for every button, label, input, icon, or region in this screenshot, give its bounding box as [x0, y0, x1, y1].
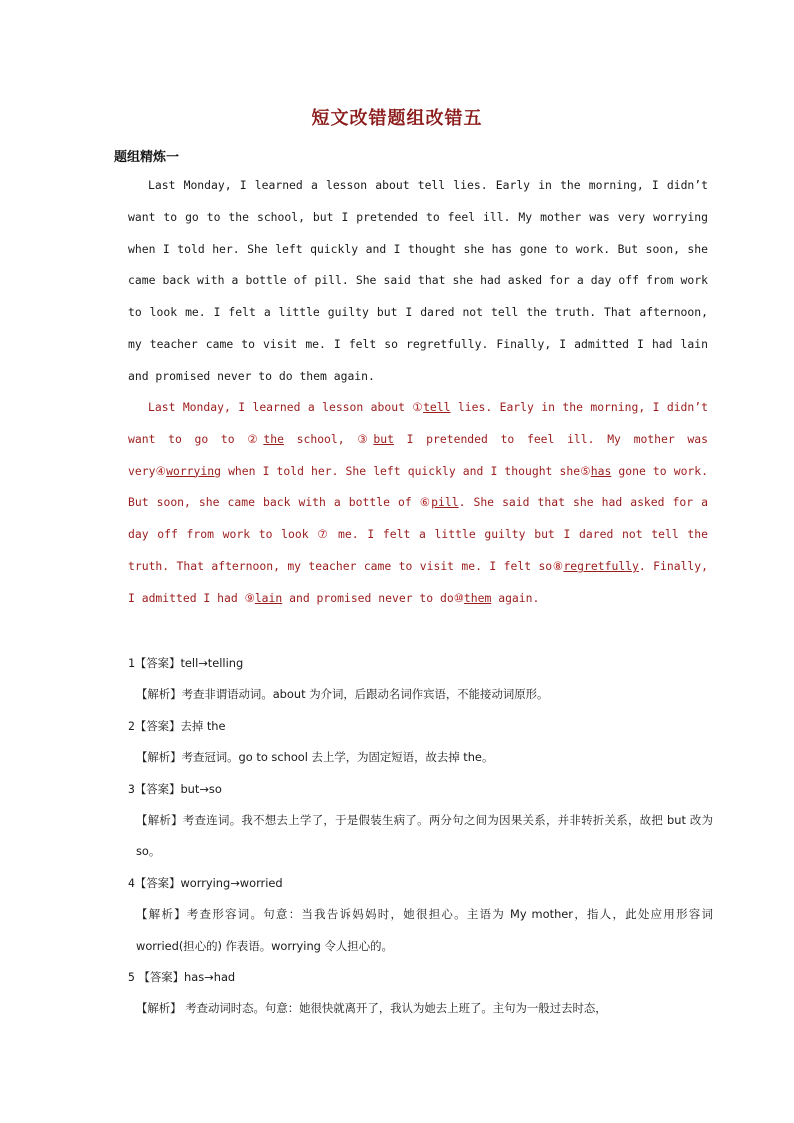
answer-tag: 【答案】	[134, 656, 181, 670]
answer-list	[128, 648, 713, 1025]
original-passage-paragraph: Last Monday, I learned a lesson about tell lies. Early in the morning, I didn’t want to go to the school, but I pretended to feel ill. My mother was very worrying when I told her. She left quickly and I thought she has gone to work. But soon, she came back with a bottle of pill. She said that she had asked for a day off from work to look me. I felt a little guilty but I dared not tell the truth. That afternoon, my teacher came to visit me. I felt so regretfully. Finally, I admitted I had lain and promised never to do them again.	[128, 178, 708, 383]
explanation-tag: 【解析】	[136, 1001, 182, 1016]
answer-tag: 【答案】	[134, 970, 185, 985]
error-marker-3: ③	[357, 431, 374, 446]
explanation-line	[128, 679, 713, 710]
passage-text: I pretended to feel ill. My mother was very	[128, 431, 708, 478]
explanation-line	[128, 899, 713, 962]
answer-tag: 【答案】	[134, 875, 181, 890]
answer-number: 1	[128, 656, 135, 670]
answer-line	[128, 868, 713, 899]
explanation-text: 考查冠词。go to school 去上学，为固定短语，故去掉 the。	[181, 750, 494, 765]
explanation-text: 考查连词。我不想去上学了，于是假装生病了。两分句之间为因果关系，并非转折关系，故把 but 改为 so。	[136, 813, 713, 859]
passage-text: . She said that she had asked for a day off from work to look	[128, 495, 708, 542]
marked-passage-paragraph	[128, 392, 708, 615]
passage-text: and promised never to do	[282, 590, 454, 605]
error-marker-5: ⑤	[580, 463, 591, 478]
explanation-line	[128, 993, 713, 1024]
error-word-4: worrying	[166, 463, 221, 478]
explanation-tag: 【解析】	[136, 813, 183, 828]
passage-text: gone to work. But soon, she came back with a bottle of	[128, 463, 708, 510]
answer-number: 2	[128, 718, 135, 733]
answer-text: worrying→worried	[180, 875, 283, 890]
explanation-text: 考查动词时态。句意：她很快就离开了，我认为她去上班了。主句为一般过去时态，	[181, 1001, 607, 1016]
passage-text: Last Monday, I learned a lesson about	[148, 400, 413, 414]
answer-number: 5	[128, 970, 135, 985]
answer-item	[128, 962, 713, 1025]
error-marker-7: ⑦	[317, 527, 330, 542]
error-word-8: regretfully	[563, 558, 639, 573]
error-word-1: tell	[423, 400, 451, 414]
answer-text: but→so	[180, 781, 222, 796]
answer-text: tell→telling	[180, 656, 244, 670]
explanation-line	[128, 742, 713, 773]
answer-tag: 【答案】	[134, 718, 181, 733]
error-marker-6: ⑥	[419, 495, 432, 510]
answer-tag: 【答案】	[134, 781, 181, 796]
error-word-6: pill	[431, 495, 459, 510]
error-marker-4: ④	[155, 463, 167, 478]
explanation-tag: 【解析】	[136, 687, 182, 702]
explanation-tag: 【解析】	[136, 750, 182, 765]
original-passage	[128, 170, 708, 393]
answer-item	[128, 774, 713, 868]
explanation-text: 考查形容词。句意：当我告诉妈妈时，她很担心。主语为 My mother，指人，此处应用形容词 worried(担心的) 作表语。worrying 令人担心的。	[136, 907, 713, 953]
error-marker-10: ⑩	[453, 590, 464, 605]
passage-text: lies. Early in the morning, I didn’t want to go to	[128, 400, 708, 446]
error-word-2: the	[263, 431, 284, 446]
explanation-line	[128, 805, 713, 868]
answer-number: 3	[128, 781, 135, 796]
passage-text: again.	[491, 590, 540, 605]
error-word-10: them	[463, 590, 492, 605]
passage-text: when I told her. She left quickly and I thought she	[220, 463, 581, 478]
error-marker-2: ②	[247, 431, 264, 446]
error-word-9: lain	[254, 590, 283, 605]
passage-text: school,	[283, 431, 358, 446]
section-heading: 题组精炼一	[114, 150, 180, 165]
answer-item	[128, 711, 713, 774]
answer-number: 4	[128, 875, 135, 890]
answer-item	[128, 648, 713, 711]
error-marker-9: ⑨	[244, 590, 255, 605]
answer-text: has→had	[184, 970, 236, 985]
error-marker-1: ①	[412, 400, 424, 414]
explanation-text: 考查非谓语动词。about 为介词，后跟动名词作宾语，不能接动词原形。	[181, 687, 549, 702]
answer-line	[128, 774, 713, 805]
marked-passage	[128, 392, 708, 615]
answer-line	[128, 711, 713, 742]
passage-text: me. I felt a little guilty but I dared not tell the truth. That afternoon, my teacher came to visit me. I felt so	[128, 527, 708, 573]
answer-line	[128, 648, 713, 679]
answer-item	[128, 868, 713, 962]
error-word-3: but	[373, 431, 394, 446]
explanation-tag: 【解析】	[136, 907, 187, 922]
error-marker-8: ⑧	[552, 558, 564, 573]
page-title: 短文改错题组改错五	[311, 108, 483, 129]
answer-line	[128, 962, 713, 993]
passage-text: . Finally, I admitted I had	[128, 558, 708, 605]
answer-text: 去掉 the	[180, 718, 226, 733]
error-word-5: has	[590, 463, 612, 478]
